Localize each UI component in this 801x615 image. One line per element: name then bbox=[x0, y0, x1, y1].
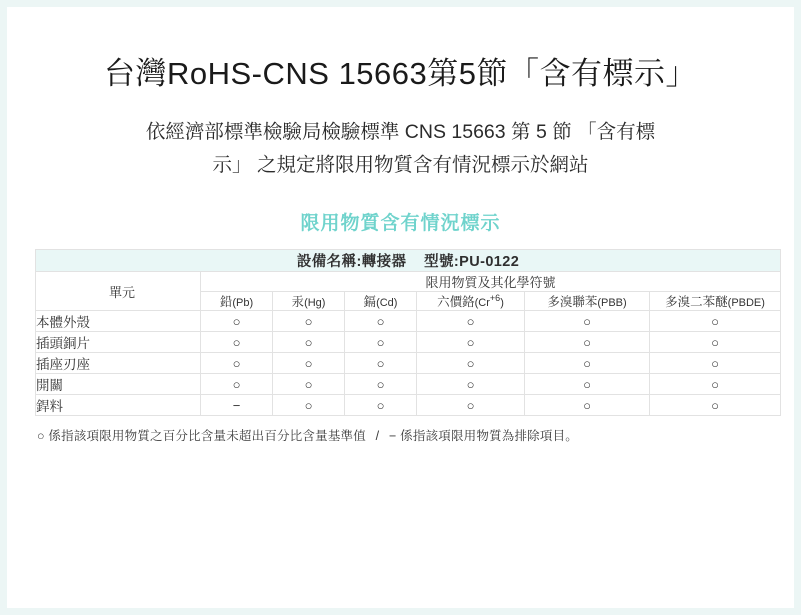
subtitle-line-2: 示」 之規定將限用物質含有情況標示於網站 bbox=[212, 153, 589, 176]
cell-value: ○ bbox=[273, 332, 345, 353]
cell-value: ○ bbox=[650, 353, 781, 374]
device-model: 型號:PU-0122 bbox=[424, 254, 520, 271]
cell-value: ○ bbox=[345, 353, 417, 374]
cell-value: ○ bbox=[345, 332, 417, 353]
header-hexavalent-chromium: 六價鉻$(Cr^{+6})$ bbox=[417, 292, 525, 311]
subtitle-line-1: 依經濟部標準檢驗局檢驗標準 CNS 15663 第 5 節 「含有標 bbox=[145, 120, 656, 143]
footnote-separator: / bbox=[375, 429, 380, 444]
table-footnote bbox=[35, 426, 766, 444]
cell-value: ○ bbox=[417, 395, 525, 416]
cell-value: ○ bbox=[525, 395, 650, 416]
cell-value: ○ bbox=[345, 374, 417, 395]
section-title: 限用物質含有情況標示 bbox=[300, 213, 501, 235]
row-unit-label: 開關 bbox=[36, 374, 201, 395]
cell-value: ○ bbox=[525, 353, 650, 374]
table-row bbox=[36, 374, 781, 395]
cell-value: ○ bbox=[417, 332, 525, 353]
cell-value: ○ bbox=[201, 332, 273, 353]
device-info-cell bbox=[36, 250, 781, 272]
header-unit: 單元 bbox=[36, 272, 201, 311]
cell-value: ○ bbox=[273, 374, 345, 395]
cell-value: ○ bbox=[273, 353, 345, 374]
cell-value: ○ bbox=[273, 395, 345, 416]
row-unit-label: 插座刃座 bbox=[36, 353, 201, 374]
cell-value: ○ bbox=[650, 332, 781, 353]
cell-value: ○ bbox=[525, 332, 650, 353]
cell-value: ○ bbox=[650, 395, 781, 416]
header-lead: 鉛(Pb) bbox=[201, 292, 273, 311]
header-pbde: 多溴二苯醚(PBDE) bbox=[650, 292, 781, 311]
document-body bbox=[7, 7, 794, 608]
rohs-table bbox=[35, 249, 781, 416]
header-substance-group: 限用物質及其化學符號 bbox=[201, 272, 781, 292]
device-info-row bbox=[36, 250, 781, 272]
header-cadmium: 鎘(Cd) bbox=[345, 292, 417, 311]
cell-value: ○ bbox=[417, 353, 525, 374]
cell-value: ○ bbox=[201, 311, 273, 332]
footnote-dash-note: − 係指該項限用物質為排除項目。 bbox=[389, 429, 578, 444]
device-name: 設備名稱:轉接器 bbox=[296, 254, 407, 271]
cell-value: ○ bbox=[650, 311, 781, 332]
header-mercury: 汞(Hg) bbox=[273, 292, 345, 311]
cell-value: ○ bbox=[525, 311, 650, 332]
footnote-circle-note: ○ 係指該項限用物質之百分比含量未超出百分比含量基準值 bbox=[37, 429, 366, 444]
table-row bbox=[36, 395, 781, 416]
cell-value: ○ bbox=[650, 374, 781, 395]
row-unit-label: 插頭銅片 bbox=[36, 332, 201, 353]
page-subtitle bbox=[43, 116, 759, 182]
cell-value: ○ bbox=[417, 374, 525, 395]
cell-value: − bbox=[201, 395, 273, 416]
table-header-group-row bbox=[36, 272, 781, 292]
cell-value: ○ bbox=[345, 311, 417, 332]
cell-value: ○ bbox=[345, 395, 417, 416]
table-row bbox=[36, 311, 781, 332]
cell-value: ○ bbox=[417, 311, 525, 332]
row-unit-label: 銲料 bbox=[36, 395, 201, 416]
page-title: 台灣RoHS-CNS 15663第5節「含有標示」 bbox=[103, 56, 698, 91]
row-unit-label: 本體外殼 bbox=[36, 311, 201, 332]
cell-value: ○ bbox=[273, 311, 345, 332]
header-pbb: 多溴聯苯(PBB) bbox=[525, 292, 650, 311]
table-row bbox=[36, 332, 781, 353]
table-row bbox=[36, 353, 781, 374]
cell-value: ○ bbox=[525, 374, 650, 395]
cell-value: ○ bbox=[201, 353, 273, 374]
cell-value: ○ bbox=[201, 374, 273, 395]
